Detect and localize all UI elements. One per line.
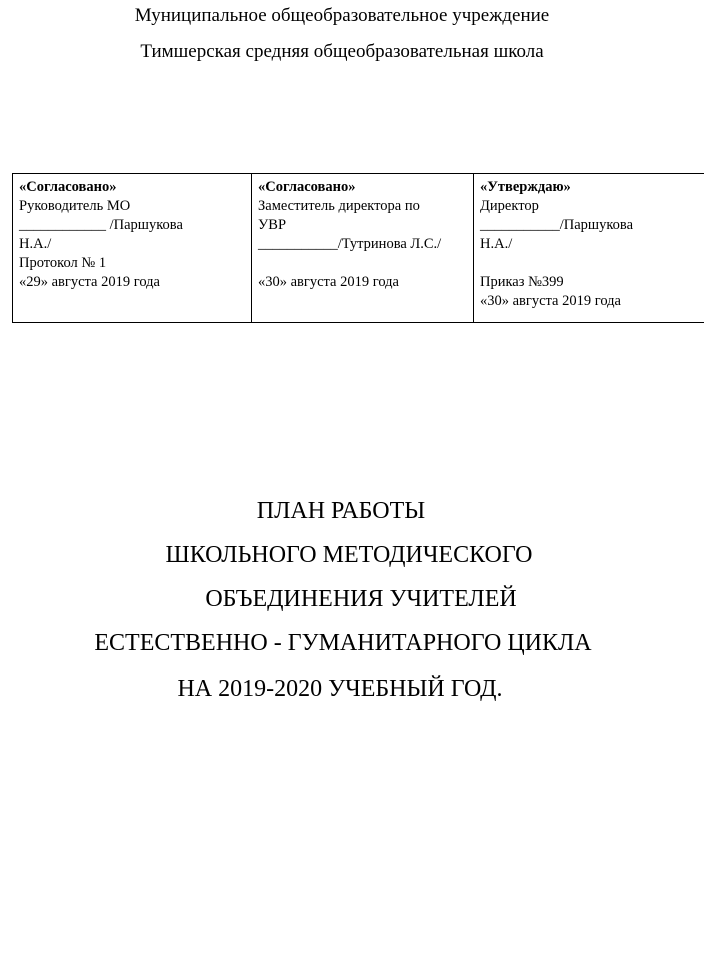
approval-date: «30» августа 2019 года bbox=[258, 274, 399, 290]
signature-line: ____________ /Паршукова bbox=[19, 217, 183, 233]
approval-cell-deputy-director bbox=[252, 174, 474, 323]
plan-title-line: ПЛАН РАБОТЫ bbox=[256, 498, 426, 524]
approver-role: Заместитель директора по bbox=[258, 198, 420, 214]
plan-title-line: ШКОЛЬНОГО МЕТОДИЧЕСКОГО bbox=[165, 542, 533, 568]
approval-date: «29» августа 2019 года bbox=[19, 274, 160, 290]
approval-title: «Утверждаю» bbox=[480, 179, 571, 195]
approval-cell-director bbox=[474, 174, 704, 323]
blank-line bbox=[258, 254, 467, 273]
protocol-number: Протокол № 1 bbox=[19, 255, 107, 271]
signature-line: ___________/Тутринова Л.С./ bbox=[258, 236, 442, 252]
signature-line: ___________/Паршукова bbox=[480, 217, 634, 233]
school-name-heading: Тимшерская средняя общеобразовательная школа bbox=[140, 41, 544, 62]
approver-initials: Н.А./ bbox=[19, 236, 52, 252]
approver-role: Руководитель МО bbox=[19, 198, 131, 214]
approver-initials: Н.А./ bbox=[480, 236, 513, 252]
approval-cell-mo-head bbox=[13, 174, 252, 323]
plan-title-line: ОБЪЕДИНЕНИЯ УЧИТЕЛЕЙ bbox=[205, 586, 517, 612]
approval-row bbox=[13, 174, 704, 323]
order-number: Приказ №399 bbox=[480, 274, 564, 290]
plan-title-line: ЕСТЕСТВЕННО - ГУМАНИТАРНОГО ЦИКЛА bbox=[94, 630, 592, 656]
blank-line bbox=[480, 254, 704, 273]
approval-table bbox=[12, 173, 704, 323]
plan-title-line: НА 2019-2020 УЧЕБНЫЙ ГОД. bbox=[177, 676, 503, 702]
approver-role-continued: УВР bbox=[258, 217, 287, 233]
approver-role: Директор bbox=[480, 198, 539, 214]
school-district-heading: Муниципальное общеобразовательное учреждение bbox=[134, 5, 550, 26]
approval-title: «Согласовано» bbox=[258, 179, 356, 195]
approval-title: «Согласовано» bbox=[19, 179, 117, 195]
approval-date: «30» августа 2019 года bbox=[480, 293, 621, 309]
